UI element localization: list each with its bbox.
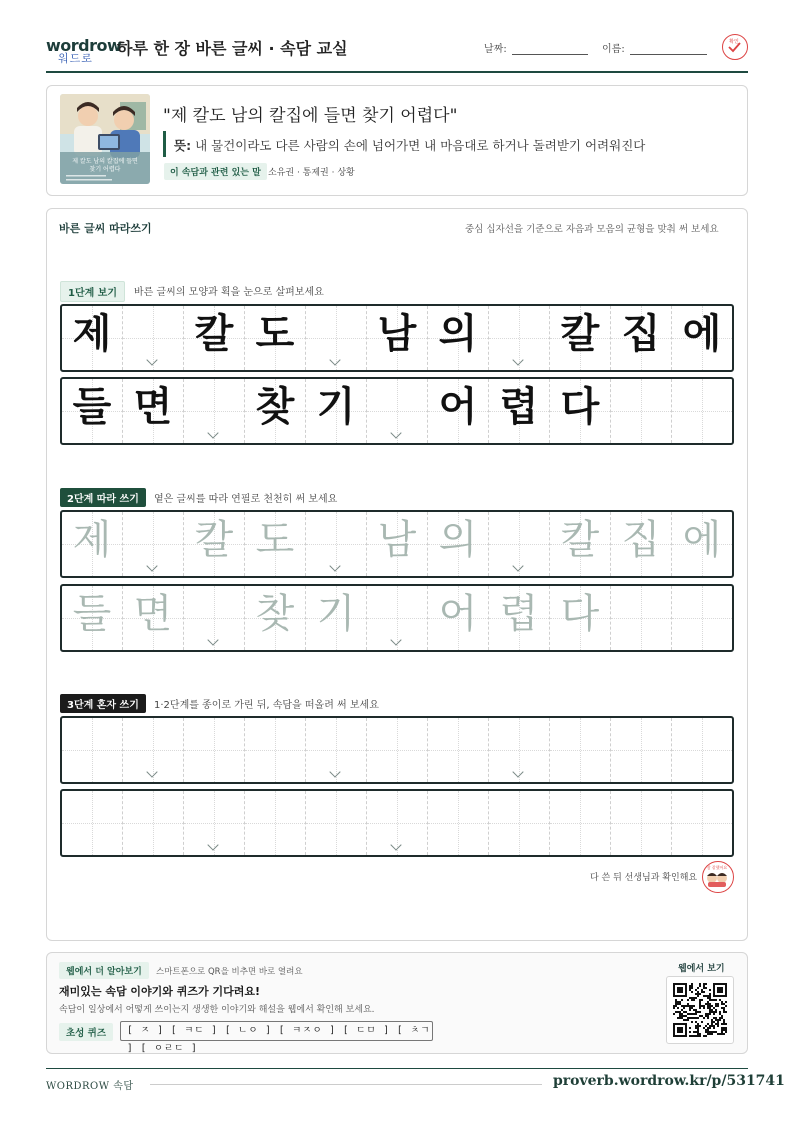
grid-cell[interactable] — [672, 586, 732, 650]
grid-character: 칼 — [560, 517, 600, 563]
step3-description: 1·2단계를 종이로 가린 뒤, 속담을 떠올려 써 보세요 — [154, 700, 379, 711]
grid-cell[interactable] — [367, 718, 428, 782]
grid-cell — [672, 306, 732, 370]
space-mark-icon — [207, 634, 218, 645]
grid-cell — [245, 306, 306, 370]
grid-cell — [245, 379, 306, 443]
grid-cell[interactable] — [489, 586, 550, 650]
practice-title: 바른 글씨 따라쓰기 — [59, 222, 152, 235]
grid-character: 다 — [560, 384, 600, 430]
logo-korean: 워드로 — [58, 52, 93, 65]
grid-cell[interactable] — [123, 791, 184, 855]
grid-cell[interactable] — [611, 791, 672, 855]
grid-character: 의 — [438, 311, 478, 357]
web-more-badge: 웹에서 더 알아보기 — [59, 962, 149, 979]
web-hint: 스마트폰으로 QR을 비추면 바로 열려요 — [156, 967, 303, 977]
grid-cell[interactable] — [62, 586, 123, 650]
grid-cell — [62, 379, 123, 443]
grid-character: 렵 — [499, 591, 539, 637]
grid-character: 칼 — [560, 311, 600, 357]
space-mark-icon — [146, 354, 157, 365]
qr-code[interactable] — [666, 976, 734, 1044]
grid-cell — [550, 306, 611, 370]
grid-character: 칼 — [194, 311, 234, 357]
space-mark-icon — [207, 839, 218, 850]
grid-character: 찾 — [255, 591, 295, 637]
grid-cell[interactable] — [123, 718, 184, 782]
quiz-badge: 초성 퀴즈 — [59, 1023, 113, 1041]
grid-cell[interactable] — [428, 791, 489, 855]
grid-cell[interactable] — [550, 512, 611, 576]
grid-character: 제 — [72, 517, 112, 563]
grid-cell[interactable] — [306, 512, 367, 576]
grid-cell — [672, 379, 732, 443]
grid-character: 남 — [377, 517, 417, 563]
grid-character: 기 — [316, 384, 356, 430]
grid-cell[interactable] — [367, 791, 428, 855]
space-mark-icon — [207, 427, 218, 438]
grid-cell — [184, 306, 245, 370]
teacher-stamp-icon — [702, 861, 734, 893]
step2-description: 옅은 글씨를 따라 연필로 천천히 써 보세요 — [154, 494, 338, 505]
grid-cell[interactable] — [184, 586, 245, 650]
grid-character: 찾 — [255, 384, 295, 430]
grid-character: 에 — [682, 517, 722, 563]
proverb-meaning — [174, 136, 645, 154]
page-title: 하루 한 장 바른 글씨 · 속담 교실 — [117, 39, 348, 58]
grid-cell — [489, 379, 550, 443]
step1-badge: 1단계 보기 — [60, 281, 125, 302]
grid-cell — [489, 306, 550, 370]
grid-cell[interactable] — [428, 512, 489, 576]
grid-character: 면 — [133, 591, 173, 637]
space-mark-icon — [146, 560, 157, 571]
step2-grid-line2[interactable] — [60, 584, 734, 652]
promo-title: 재미있는 속담 이야기와 퀴즈가 기다려요! — [59, 985, 260, 998]
grid-cell[interactable] — [611, 718, 672, 782]
grid-cell[interactable] — [550, 718, 611, 782]
grid-cell[interactable] — [184, 791, 245, 855]
date-label: 날짜: — [484, 44, 507, 55]
related-badge: 이 속담과 관련 있는 말 — [164, 163, 267, 180]
grid-character: 들 — [72, 384, 112, 430]
grid-cell — [123, 379, 184, 443]
grid-character: 도 — [255, 517, 295, 563]
grid-cell[interactable] — [306, 791, 367, 855]
space-mark-icon — [512, 354, 523, 365]
name-label: 이름: — [602, 44, 625, 55]
header-rule — [46, 71, 748, 73]
space-mark-icon — [512, 560, 523, 571]
related-keywords: 소유권 · 통제권 · 상황 — [268, 168, 355, 178]
footer-url-link[interactable]: proverb.wordrow.kr/p/531741 — [553, 1073, 785, 1089]
grid-cell[interactable] — [367, 512, 428, 576]
grid-character: 면 — [133, 384, 173, 430]
grid-cell[interactable] — [62, 718, 123, 782]
check-stamp-icon — [722, 34, 748, 60]
grid-cell[interactable] — [184, 512, 245, 576]
grid-character: 어 — [438, 384, 478, 430]
grid-cell[interactable] — [672, 512, 732, 576]
teacher-confirm-text: 다 쓴 뒤 선생님과 확인해요 — [590, 873, 698, 883]
step2-badge: 2단계 따라 쓰기 — [60, 488, 146, 507]
name-field[interactable] — [630, 54, 707, 55]
grid-character: 에 — [682, 311, 722, 357]
grid-cell[interactable] — [123, 512, 184, 576]
grid-cell[interactable] — [489, 718, 550, 782]
footer-brand: WORDROW 속담 — [46, 1081, 134, 1092]
grid-cell[interactable] — [672, 718, 732, 782]
footer-rule — [46, 1068, 748, 1069]
step3-badge: 3단계 혼자 쓰기 — [60, 694, 146, 713]
practice-hint: 중심 십자선을 기준으로 자음과 모음의 균형을 맞춰 써 보세요 — [465, 224, 719, 235]
teacher-stamp-text: 참 잘했어요 — [706, 865, 728, 870]
grid-cell[interactable] — [611, 512, 672, 576]
grid-character: 들 — [72, 591, 112, 637]
chosung-quiz: [ ㅈ ] [ ㅋㄷ ] [ ㄴㅇ ] [ ㅋㅈㅇ ] [ ㄷㅁ ] [ ㅊㄱ ] [ ㅇㄹㄷ ] — [120, 1021, 433, 1041]
grid-cell — [611, 379, 672, 443]
grid-cell[interactable] — [245, 512, 306, 576]
space-mark-icon — [146, 766, 157, 777]
grid-cell[interactable] — [62, 512, 123, 576]
logo-wordmark: wordrow — [46, 36, 122, 55]
qr-label: 웹에서 보기 — [678, 964, 725, 974]
grid-cell[interactable] — [489, 512, 550, 576]
date-field[interactable] — [512, 54, 588, 55]
grid-character: 집 — [621, 311, 661, 357]
step1-description: 바른 글씨의 모양과 획을 눈으로 살펴보세요 — [134, 287, 324, 298]
grid-cell[interactable] — [306, 586, 367, 650]
grid-cell — [428, 306, 489, 370]
illustration-caption-1: 제 칼도 남의 칼집에 들면 — [72, 158, 138, 165]
grid-character: 집 — [621, 517, 661, 563]
step2-grid-line1[interactable] — [60, 510, 734, 578]
grid-cell — [611, 306, 672, 370]
grid-cell — [306, 379, 367, 443]
space-mark-icon — [390, 634, 401, 645]
meaning-text: 내 물건이라도 다른 사람의 손에 넘어가면 내 마음대로 하거나 돌려받기 어려워진다 — [195, 138, 646, 153]
proverb-title: "제 칼도 남의 칼집에 들면 찾기 어렵다" — [163, 106, 458, 126]
grid-character: 남 — [377, 311, 417, 357]
meaning-accent-bar — [163, 131, 166, 157]
wordrow-logo — [46, 34, 122, 65]
space-mark-icon — [512, 766, 523, 777]
grid-cell[interactable] — [428, 586, 489, 650]
grid-cell — [62, 306, 123, 370]
grid-cell — [184, 379, 245, 443]
space-mark-icon — [329, 560, 340, 571]
grid-cell[interactable] — [611, 586, 672, 650]
grid-character: 제 — [72, 311, 112, 357]
grid-cell — [123, 306, 184, 370]
grid-cell[interactable] — [367, 586, 428, 650]
grid-cell[interactable] — [489, 791, 550, 855]
grid-character: 어 — [438, 591, 478, 637]
footer-divider — [150, 1084, 542, 1085]
grid-cell — [367, 379, 428, 443]
grid-cell[interactable] — [245, 586, 306, 650]
grid-cell[interactable] — [550, 586, 611, 650]
grid-cell[interactable] — [550, 791, 611, 855]
space-mark-icon — [390, 839, 401, 850]
grid-cell[interactable] — [245, 791, 306, 855]
step1-grid-line2 — [60, 377, 734, 445]
grid-cell — [428, 379, 489, 443]
grid-cell — [306, 306, 367, 370]
svg-text:확인: 확인 — [729, 39, 739, 45]
promo-description: 속담이 일상에서 어떻게 쓰이는지 생생한 이야기와 해설을 웹에서 확인해 보세요. — [59, 1005, 375, 1015]
grid-character: 칼 — [194, 517, 234, 563]
proverb-illustration — [60, 94, 150, 184]
step3-grid-line2[interactable] — [60, 789, 734, 857]
grid-character: 의 — [438, 517, 478, 563]
grid-cell[interactable] — [184, 718, 245, 782]
grid-character: 렵 — [499, 384, 539, 430]
grid-character: 도 — [255, 311, 295, 357]
space-mark-icon — [390, 427, 401, 438]
space-mark-icon — [329, 354, 340, 365]
grid-cell[interactable] — [123, 586, 184, 650]
grid-character: 기 — [316, 591, 356, 637]
space-mark-icon — [329, 766, 340, 777]
grid-character: 다 — [560, 591, 600, 637]
grid-cell[interactable] — [428, 718, 489, 782]
grid-cell — [550, 379, 611, 443]
grid-cell — [367, 306, 428, 370]
grid-cell[interactable] — [62, 791, 123, 855]
qr-code-icon — [673, 983, 727, 1037]
step3-grid-line1[interactable] — [60, 716, 734, 784]
illustration-caption-2: 찾기 어렵다 — [89, 166, 121, 173]
meaning-label: 뜻: — [174, 138, 192, 153]
grid-cell[interactable] — [245, 718, 306, 782]
step1-grid-line1 — [60, 304, 734, 372]
grid-cell[interactable] — [672, 791, 732, 855]
grid-cell[interactable] — [306, 718, 367, 782]
